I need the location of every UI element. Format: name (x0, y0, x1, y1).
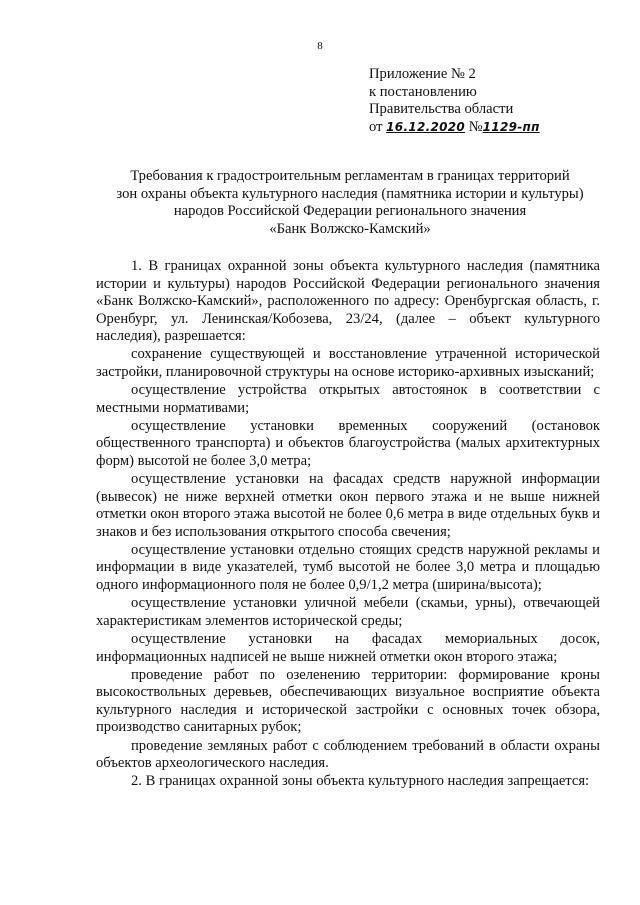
title-line-3: народов Российской Федерации регионального значения (173, 203, 527, 220)
paragraph-11: 2. В границах охранной зоны объекта культурного наследия запрещается: (131, 773, 590, 790)
paragraph-1: 1. В границах охранной зоны объекта культурного наследия (памятника истории и культуры) народов Российской Федерации регионального значения «Банк Волжско-Камский», расположенного по адресу: Оренбургская область, г. Оренбург, ул. Ленинская/Кобозева, 23/24, (далее – объект культурного наследия), разрешается: (96, 258, 600, 344)
handwritten-number: 1129-пп (482, 119, 540, 134)
paragraph-9: проведение работ по озеленению территории: формирование кроны высокоствольных деревьев, обеспечивающих визуальное восприятие объекта культурного наследия и исторической застройки с основных точек обзора, производство санитарных рубок; (96, 666, 600, 736)
paragraph-4: осуществление установки временных сооружений (остановок общественного транспорта) и объектов благоустройства (малых архитектурных форм) высотой не более 3,0 метра; (96, 417, 600, 469)
number-prefix: № (468, 118, 483, 135)
paragraph-8: осуществление установки на фасадах мемориальных досок, информационных надписей не выше нижней отметки окон второго этажа; (96, 631, 600, 665)
document-body (96, 258, 600, 791)
paragraph-2: сохранение существующей и восстановление утраченной исторической застройки, планировочной структуры на основе историко-архивных изысканий; (96, 346, 600, 380)
appendix-title: Приложение № 2 (369, 66, 476, 82)
page-number: 8 (317, 40, 323, 52)
document-title (90, 168, 610, 238)
appendix-date-line (369, 119, 540, 137)
paragraph-7: осуществление установки уличной мебели (скамьи, урны), отвечающей характеристикам элементов исторической среды; (96, 595, 600, 629)
paragraph-6: осуществление установки отдельно стоящих средств наружной рекламы и информации в виде указателей, тумб высотой не более 3,0 метра и площадью одного информационного поля не более 0,9/1,2 метра (ширина/высота); (96, 541, 600, 593)
paragraph-3: осуществление устройства открытых автостоянок в соответствии с местными нормативами; (96, 382, 600, 416)
paragraph-5: осуществление установки на фасадах средств наружной информации (вывесок) не ниже верхней отметки окон первого этажа и не выше нижней отметки окон второго этажа высотой не более 0,6 метра в виде отдельных букв и знаков и без использования открытого способа свечения; (96, 471, 600, 540)
handwritten-date: 16.12.2020 (386, 119, 466, 134)
title-line-4: «Банк Волжско-Камский» (269, 220, 431, 237)
title-line-1: Требования к градостроительным регламентам в границах территорий (130, 168, 570, 184)
date-prefix: от (369, 118, 383, 135)
paragraph-10: проведение земляных работ с соблюдением требований в области охраны объектов археологического наследия. (96, 737, 600, 772)
appendix-header (369, 66, 540, 136)
appendix-line-decree: к постановлению (369, 83, 477, 100)
title-line-2: зон охраны объекта культурного наследия (памятника истории и культуры) (116, 185, 584, 202)
appendix-line-government: Правительства области (369, 101, 514, 118)
